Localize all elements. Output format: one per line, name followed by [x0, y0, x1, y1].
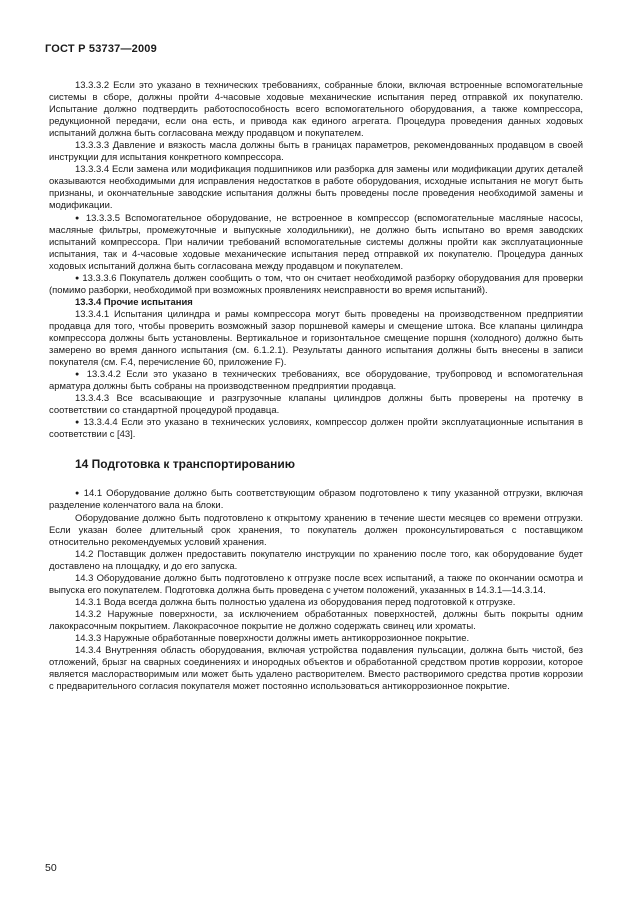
paragraph: 13.3.3.4 Если замена или модификация подшипников или разборка для замены или модификации других деталей оказываются необходимыми для исправления недостатков в работе оборудования, исходные испытания не могут быть признаны, и окончательные заводские испытания должны быть проведены после проведения необходимой замены и модификации. [49, 164, 583, 212]
paragraph: 14.3.1 Вода всегда должна быть полностью удалена из оборудования перед подготовкой к отгрузке. [75, 596, 516, 608]
bullet-icon [75, 369, 87, 380]
paragraph: 13.3.4.1 Испытания цилиндра и рамы компрессора могут быть проведены на производственном предприятии продавца для того, чтобы проверить возможный зазор поршневой камеры и смещение штока. Все клапаны цилиндра компрессора должны быть установлены. Вертикальное и горизонтальное смещение поршня (холодного) должно быть замерено во время данного испытания (см. 6.1.2.1). Результаты данного испытания должны быть внесены в записи покупателя (см. F.4, перечисление 60, приложение F). [49, 308, 583, 369]
paragraph: 13.3.4.3 Все всасывающие и разгрузочные клапаны цилиндров должны быть проверены на протечку в соответствии со стандартной процедурой продавца. [49, 393, 583, 417]
paragraph: ● 13.3.4.4 Если это указано в технических условиях, компрессор должен пройти эксплуатационные испытания в соответствии с [43]. [49, 417, 583, 441]
paragraph: 14.2 Поставщик должен предоставить покупателю инструкции по хранению после того, как оборудование будет доставлено на площадку, и до его запуска. [49, 548, 583, 572]
paragraph: ● 13.3.3.6 Покупатель должен сообщить о том, что он считает необходимой разборку оборудования для проверки (помимо разборки, необходимой при возможных проявлениях неисправности во время испытаний). [49, 273, 583, 297]
page-number: 50 [45, 862, 57, 874]
bullet-icon [75, 488, 84, 499]
bullet-icon [75, 213, 86, 224]
paragraph: ● 14.1 Оборудование должно быть соответствующим образом подготовлено к типу указанной отгрузки, включая разделение коленчатого вала на блоки. [49, 488, 583, 512]
paragraph: 14.3 Оборудование должно быть подготовлено к отгрузке после всех испытаний, а также по окончании осмотра и выпуска его покупателем. Подготовка должна быть проведена с учетом положений, указанных в 14.3.1—14.3.14. [49, 572, 583, 596]
section-title: 14 Подготовка к транспортированию [75, 457, 295, 472]
document-body [49, 80, 583, 693]
document-header: ГОСТ Р 53737—2009 [45, 43, 157, 55]
paragraph: 14.3.2 Наружные поверхности, за исключением обработанных поверхностей, должны быть покрыты одним лакокрасочным покрытием. Лакокрасочное покрытие не должно содержать свинец или хроматы. [49, 608, 583, 632]
paragraph: ● 13.3.3.5 Вспомогательное оборудование, не встроенное в компрессор (вспомогательные масляные насосы, масляные фильтры, промежуточные и выпускные холодильники), не должно быть испытано во время заводских испытаний компрессора. При наличии требований вспомогательные системы должны пройти как эксплуатационные испытания, так и 4-часовые ходовые механические испытания перед отправкой их покупателю. Процедура данных ходовых испытаний должна быть согласована между продавцом и покупателем. [49, 213, 583, 273]
paragraph: 14.3.3 Наружные обработанные поверхности должны иметь антикоррозионное покрытие. [75, 632, 470, 644]
paragraph: 13.3.3.2 Если это указано в технических требованиях, собранные блоки, включая встроенные вспомогательные системы в сборе, должны пройти 4-часовые ходовые механические испытания перед отправкой их покупателю. Испытание должно подтвердить работоспособность всего вспомогательного оборудования, а также компрессора, редукционной передачи, если она есть, и привода как единого агрегата. Процедура проведения данных ходовых испытаний должна быть согласована между продавцом и покупателем. [49, 80, 583, 140]
paragraph: ● 13.3.4.2 Если это указано в технических требованиях, все оборудование, трубопровод и вспомогательная арматура должны быть собраны на производственном предприятии продавца. [49, 369, 583, 393]
paragraph: 13.3.3.3 Давление и вязкость масла должны быть в границах параметров, рекомендованных продавцом в своей инструкции для испытания конкретного компрессора. [49, 140, 583, 164]
subsection-heading: 13.3.4 Прочие испытания [75, 296, 193, 308]
paragraph: 14.3.4 Внутренняя область оборудования, включая устройства подавления пульсации, должна быть чистой, без отложений, брызг на сварных соединениях и инородных объектов и обработанной средством против коррозии, которое является маслорастворимым или может быть удалено растворителем. Вместо растворимого средства против коррозии с предварительного согласия покупателя может постоянно использоваться антикоррозионное покрытие. [49, 645, 583, 693]
paragraph: Оборудование должно быть подготовлено к открытому хранению в течение шести месяцев со времени отгрузки. Если указан более длительный срок хранения, то покупатель должен проконсультироваться с поставщиком относительно рекомендуемых условий хранения. [49, 512, 583, 548]
